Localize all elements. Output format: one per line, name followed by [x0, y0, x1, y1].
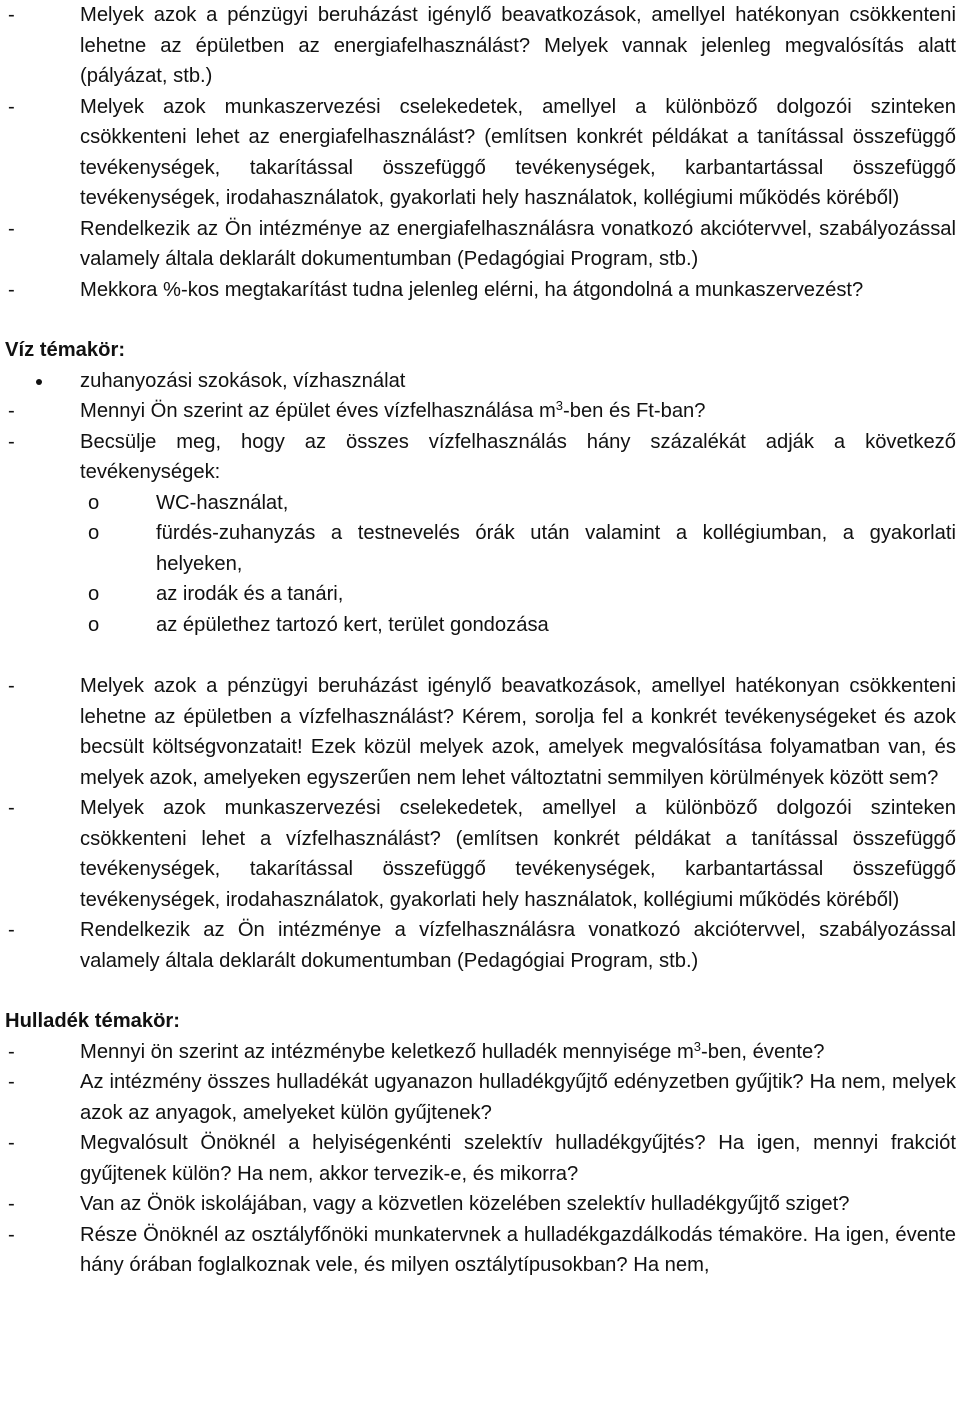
question-text: Megvalósult Önöknél a helyiségenkénti szelektív hulladékgyűjtés? Ha igen, mennyi frakciót gyűjtenek külön? Ha nem, akkor tervezik-e, és mikorra?: [80, 1132, 956, 1185]
dash-marker: -: [8, 1193, 15, 1215]
waste-question-4: [0, 1189, 956, 1220]
question-text: [80, 1037, 956, 1068]
water-question-2: [0, 427, 956, 488]
energy-question-3: [0, 214, 956, 275]
water-question-4: [0, 793, 956, 915]
energy-question-4: [0, 275, 956, 306]
water-question-1: [0, 396, 956, 427]
dash-marker: -: [8, 95, 15, 118]
dash-marker: -: [8, 1071, 15, 1093]
superscript: 3: [693, 1038, 702, 1054]
spacer: [0, 640, 956, 671]
water-sub-item-4: [0, 610, 956, 641]
dash-marker: -: [8, 797, 15, 819]
dash-marker: -: [8, 430, 15, 453]
question-text-before: Mennyi Ön szerint az épület éves vízfelhasználása m: [80, 400, 556, 422]
question-text: Rendelkezik az Ön intézménye a vízfelhasználásra vonatkozó akciótervvel, szabályozással valamely általa deklarált dokumentumban (Pedagógiai Program, stb.): [80, 919, 956, 972]
bullet-dot-icon: [36, 379, 42, 385]
waste-question-list: [0, 1037, 956, 1281]
question-text-after: -ben, évente?: [701, 1040, 825, 1063]
circle-marker: o: [88, 522, 100, 544]
superscript: 3: [555, 398, 563, 413]
dash-marker: -: [8, 400, 15, 422]
question-text: Melyek azok munkaszervezési cselekedetek, amellyel a különböző dolgozói szinteken csökkenteni lehet az energiafelhasználást? (említsen konkrét példákat a tanítással összefüggő tevékenységek, takarítással összefüggő tevékenységek, karbantartással összefüggő tevékenységek, irodahasználatok, gyakorlati hely használatok, kollégiumi működés köréből): [80, 95, 956, 209]
question-text: Melyek azok a pénzügyi beruházást igénylő beavatkozások, amellyel hatékonyan csökkenteni lehetne az épületben az energiafelhasználást? Melyek vannak jelenleg megvalósítás alatt (pályázat, stb.): [80, 4, 956, 87]
question-text: Van az Önök iskolájában, vagy a közvetlen közelében szelektív hulladékgyűjtő sziget?: [80, 1193, 850, 1215]
question-text: Melyek azok munkaszervezési cselekedetek, amellyel a különböző dolgozói szinteken csökkenteni lehet a vízfelhasználást? (említsen konkrét példákat a tanítással összefüggő tevékenységek, takarítással összefüggő tevékenységek, karbantartással összefüggő tevékenységek, irodahasználatok, gyakorlati hely használatok, kollégiumi működés köréből): [80, 797, 956, 911]
question-text: Melyek azok a pénzügyi beruházást igénylő beavatkozások, amellyel hatékonyan csökkenteni lehetne az épületben a vízfelhasználást? Kérem, sorolja fel a konkrét tevékenységeket és azok becsült költségvonzatait! Ezek közül melyek azok, amelyek megvalósítása folyamatban van, és melyek azok, amelyeken egyszerűen nem lehet változtatni semmilyen körülmények között sem?: [80, 675, 956, 789]
water-question-5: [0, 915, 956, 976]
water-question-3: [0, 671, 956, 793]
question-text-after: -ben és Ft-ban?: [563, 400, 706, 422]
dash-marker: -: [8, 4, 15, 26]
water-sub-item-2: [0, 518, 956, 579]
question-text-before: Mennyi ön szerint az intézménybe keletkező hulladék mennyisége m: [80, 1040, 694, 1063]
waste-question-5: [0, 1220, 956, 1281]
dash-marker: -: [8, 919, 15, 941]
waste-section-heading: Hulladék témakör:: [5, 1010, 181, 1032]
dash-marker: -: [8, 278, 15, 301]
circle-marker: o: [88, 491, 100, 514]
water-sub-item-1: [0, 488, 956, 519]
sub-item-text: az irodák és a tanári,: [156, 583, 344, 605]
water-section-heading: Víz témakör:: [5, 339, 126, 361]
question-text: Rendelkezik az Ön intézménye az energiafelhasználásra vonatkozó akciótervvel, szabályozással valamely általa deklarált dokumentumban (Pedagógiai Program, stb.): [80, 217, 956, 270]
dash-marker: -: [8, 1132, 15, 1154]
bullet-text: zuhanyozási szokások, vízhasználat: [80, 369, 406, 392]
dash-marker: -: [8, 675, 15, 697]
circle-marker: o: [88, 613, 100, 636]
sub-item-text: fürdés-zuhanyzás a testnevelés órák után valamint a kollégiumban, a gyakorlati helyeken,: [156, 522, 956, 575]
energy-question-1: [0, 0, 956, 92]
question-text: Mekkora %-kos megtakarítást tudna jelenleg elérni, ha átgondolná a munkaszervezést?: [80, 278, 864, 301]
water-question-list: [0, 366, 956, 977]
dash-marker: -: [8, 217, 15, 240]
energy-question-2: [0, 92, 956, 214]
dash-marker: -: [8, 1040, 15, 1063]
question-text: Része Önöknél az osztályfőnöki munkatervnek a hulladékgazdálkodás témaköre. Ha igen, évente hány órában foglalkoznak vele, és milyen osztálytípusokban? Ha nem,: [80, 1223, 956, 1276]
circle-marker: o: [88, 583, 100, 605]
question-text: Becsülje meg, hogy az összes vízfelhasználás hány százalékát adják a következő tevékenységek:: [80, 430, 956, 483]
waste-question-2: [0, 1067, 956, 1128]
dash-marker: -: [8, 1223, 15, 1246]
water-sub-item-3: [0, 579, 956, 610]
waste-question-1: [0, 1037, 956, 1068]
sub-item-text: az épülethez tartozó kert, terület gondozása: [156, 613, 549, 636]
sub-item-text: WC-használat,: [156, 491, 289, 514]
waste-question-3: [0, 1128, 956, 1189]
question-text: Az intézmény összes hulladékát ugyanazon hulladékgyűjtő edényzetben gyűjtik? Ha nem, melyek azok az anyagok, amelyeket külön gyűjtenek?: [80, 1071, 956, 1124]
energy-question-list: [0, 0, 956, 305]
water-bullet-item: [0, 366, 956, 397]
question-text: [80, 396, 956, 427]
